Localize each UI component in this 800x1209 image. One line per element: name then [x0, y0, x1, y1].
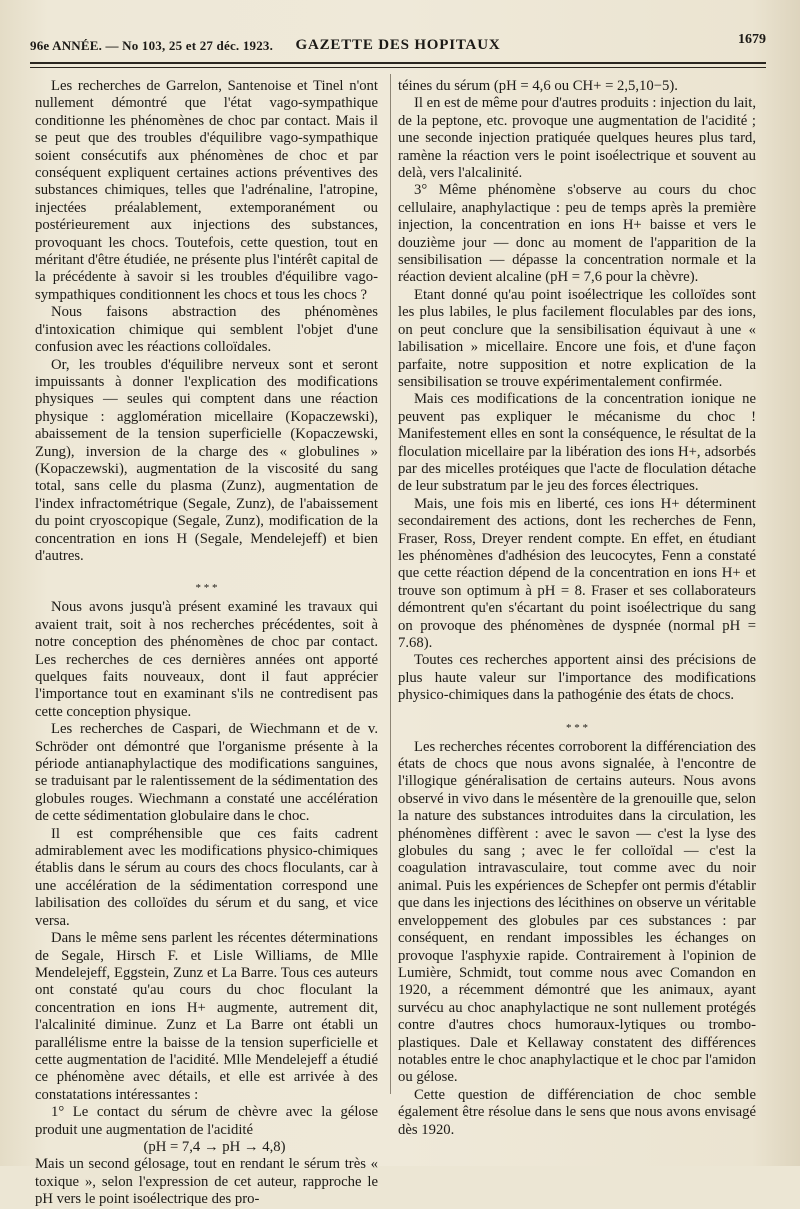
header-rule-thin — [30, 67, 766, 68]
spacer — [35, 565, 378, 579]
paragraph: Mais, une fois mis en liberté, ces ions H+ déterminent secondairement des actions, dont les recherches de Fenn, Fraser, Ross, Dreyer rendent compte. En effet, en étudiant les phénomènes d'adhésion des leucocytes, Fenn a constaté que cette réaction dépend de la concentration en ions H+ et trouve son optimum à pH = 8. Fraser et ses collaborateurs démontrent qu'en s'écartant du point isoélectrique du sang on provoque des phénomènes de dyspnée (normal pH = 7.68). — [398, 495, 756, 651]
paragraph: Les recherches récentes corroborent la différenciation des états de chocs que nous avons signalée, à l'encontre de l'illogique généralisation de certains auteurs. Nous avons observé in vivo dans le mésentère de la grenouille que, selon la nature des substances introduites dans la circulation, les phénomènes diffèrent : avec le savon — c'est la lyse des globules du sang ; avec le fer colloïdal — c'est la coagulation intravasculaire, tout comme avec du noir animal. Puis les expériences de Schepfer ont permis d'établir que dans les injections des lécithines on observe un véritable enveloppement des globules par ces substances : par conséquent, en rendant impossibles les échanges on provoque l'asphyxie rapide. Contrairement à l'opinion de Lumière, Schmidt, tout comme nous avec Comandon en 1920, a récemment démontré que les animaux, ayant survécu au choc anaphylactique ne sont nullement protégés contre d'autres chocs humoraux-lytiques ou trombo-plastiques. Dale et Kellaway constatent des différences notables entre le choc anaphylactique et le choc par l'amidon ou gélose. — [398, 738, 756, 1086]
paragraph: 1° Le contact du sérum de chèvre avec la gélose produit une augmentation de l'acidité — [35, 1104, 378, 1138]
page-header — [30, 28, 766, 58]
journal-title: GAZETTE DES HOPITAUX — [295, 37, 501, 53]
paragraph: Il en est de même pour d'autres produits : injection du lait, de la peptone, etc. provoque une augmentation de l'acidité ; une seconde injection pratiquée quelques heures plus tard, ramène la réaction vers le point isoélectrique et souvent au delà, vers l'alcalinité. — [398, 95, 757, 182]
header-rule-thick — [30, 62, 766, 64]
paragraph: Nous avons jusqu'à présent examiné les travaux qui avaient trait, soit à nos recherches précédentes, soit à notre conception des phénomènes de choc par contact. Les recherches de ces dernières années ont apporté quelques faits nouveaux, dont il faut apprécier l'importance tout en examinant s'ils ne contredisent pas cette conception physique. — [35, 599, 378, 720]
column-divider — [390, 74, 391, 1094]
formula: (pH = 7,4 → pH → 4,8) — [143, 1138, 286, 1155]
paragraph: Mais ces modifications de la concentration ionique ne peuvent pas expliquer le mécanisme du choc ! Manifestement elles en sont la conséquence, le résultat de la floculation micellaire par la libération des ions H+, adsorbés par des micelles protéiques que l'acte de floculation détache de leur substratum par le jeu des forces électriques. — [398, 391, 756, 495]
paragraph: Les recherches de Garrelon, Santenoise et Tinel n'ont nullement démontré que l'état vago-sympathique conditionne les phénomènes de choc par contact. Mais il se peut que des troubles d'équilibre vago-sympathique soient consécutifs aux phénomènes de choc et par conséquent expliquent certaines actions préventives des substances chimiques, telles que l'adrénaline, l'atropine, injectées préalablement, extemporanément ou postérieurement aux injections des substances, provoquant les chocs. Toutefois, cette question, tout en méritant d'être étudiée, ne présente plus l'intérêt capital de la précédente à savoir si les troubles d'équilibre vago-sympathiques conditionnent les chocs et tous les chocs ? — [35, 78, 378, 303]
paragraph: Les recherches de Caspari, de Wiechmann et de v. Schröder ont démontré que l'organisme présente à la période antianaphylactique des modifications sanguines, se traduisant par le ralentissement de la sédimentation des globules rouges. Wiechmann a constaté une accélération de cette sédimentation globulaire dans le choc. — [35, 721, 378, 825]
right-column — [398, 78, 756, 1139]
paragraph: Il est compréhensible que ces faits cadrent admirablement avec les modifications physico-chimiques établis dans le sérum au cours des chocs floculants, car à une accélération de la sédimentation correspond une labilisation des colloïdes du sérum et du sang, et vice versa. — [35, 825, 378, 929]
paragraph: Dans le même sens parlent les récentes déterminations de Segale, Hirsch F. et Lisle Williams, de Mlle Mendelejeff, Eggstein, Zunz et La Barre. Tous ces auteurs ont constaté qu'au cours du choc floculant la concentration en ions H+ augmente, autrement dit, l'alcalinité diminue. Zunz et La Barre ont établi un parallélisme entre la baisse de la tension superficielle et cette augmentation de l'acidité. Mlle Mendelejeff a étudié ce phénomène avec détails, et elle est arrivée à des constatations intéressantes : — [35, 930, 378, 1103]
spacer — [398, 705, 756, 719]
section-separator: * * * — [195, 582, 218, 595]
paragraph: Mais un second gélosage, tout en rendant le sérum très « toxique », selon l'expression de cet auteur, rapproche le pH vers le point isoélectrique des pro- — [35, 1156, 378, 1208]
issue-line: 96e ANNÉE. — No 103, 25 et 27 déc. 1923. — [30, 38, 274, 53]
page-number: 1679 — [738, 32, 766, 47]
left-column — [35, 78, 378, 1209]
paragraph: Nous faisons abstraction des phénomènes d'intoxication chimique qui semblent l'objet d'une confusion avec les réactions colloïdales. — [35, 304, 378, 356]
paragraph: 3° Même phénomène s'observe au cours du choc cellulaire, anaphylactique : peu de temps après la première injection, la concentration en ions H+ baisse et vers le douzième jour — donc au moment de l'apparition de la sensibilisation — dépasse la concentration normale et la réaction devient alcaline (pH = 7,6 pour la chèvre). — [398, 182, 756, 286]
paragraph: Cette question de différenciation de choc semble également être résolue dans le sens que nous avons envisagé dès 1920. — [398, 1086, 756, 1138]
section-separator: * * * — [566, 721, 588, 734]
paragraph: Or, les troubles d'équilibre nerveux sont et seront impuissants à donner l'explication des modifications physiques — seules qui comptent dans une réaction physique : agglomération micellaire (Kopaczewski), abaissement de la tension superficielle (Kopaczewski, Zung), inversion de la charge des « globulines » (Kopaczewski), augmentation de la viscosité du sang total, sans celle du plasma (Zunz), augmentation de l'index infractométrique (Segale, Zunz), de l'abaissement du point cryoscopique (Segale, Zunz), modification de la concentration en ions H (Segale, Mendelejeff) et bien d'autres. — [35, 356, 378, 564]
paragraph: Etant donné qu'au point isoélectrique les colloïdes sont les plus labiles, le plus facilement floculables par des ions, on peut conclure que la sensibilisation équivaut à une « labilisation » micellaire. Encore une fois, et d'une façon parfaite, notre supposition et notre explication de la sensibilisation se trouve expérimentalement confirmée. — [398, 286, 756, 390]
paragraph: téines du sérum (pH = 4,6 ou CH+ = 2,5,10−5). — [398, 78, 678, 94]
paragraph: Toutes ces recherches apportent ainsi des précisions de plus haute valeur sur l'importance des modifications physico-chimiques dans la pathogénie des états de chocs. — [398, 652, 756, 704]
